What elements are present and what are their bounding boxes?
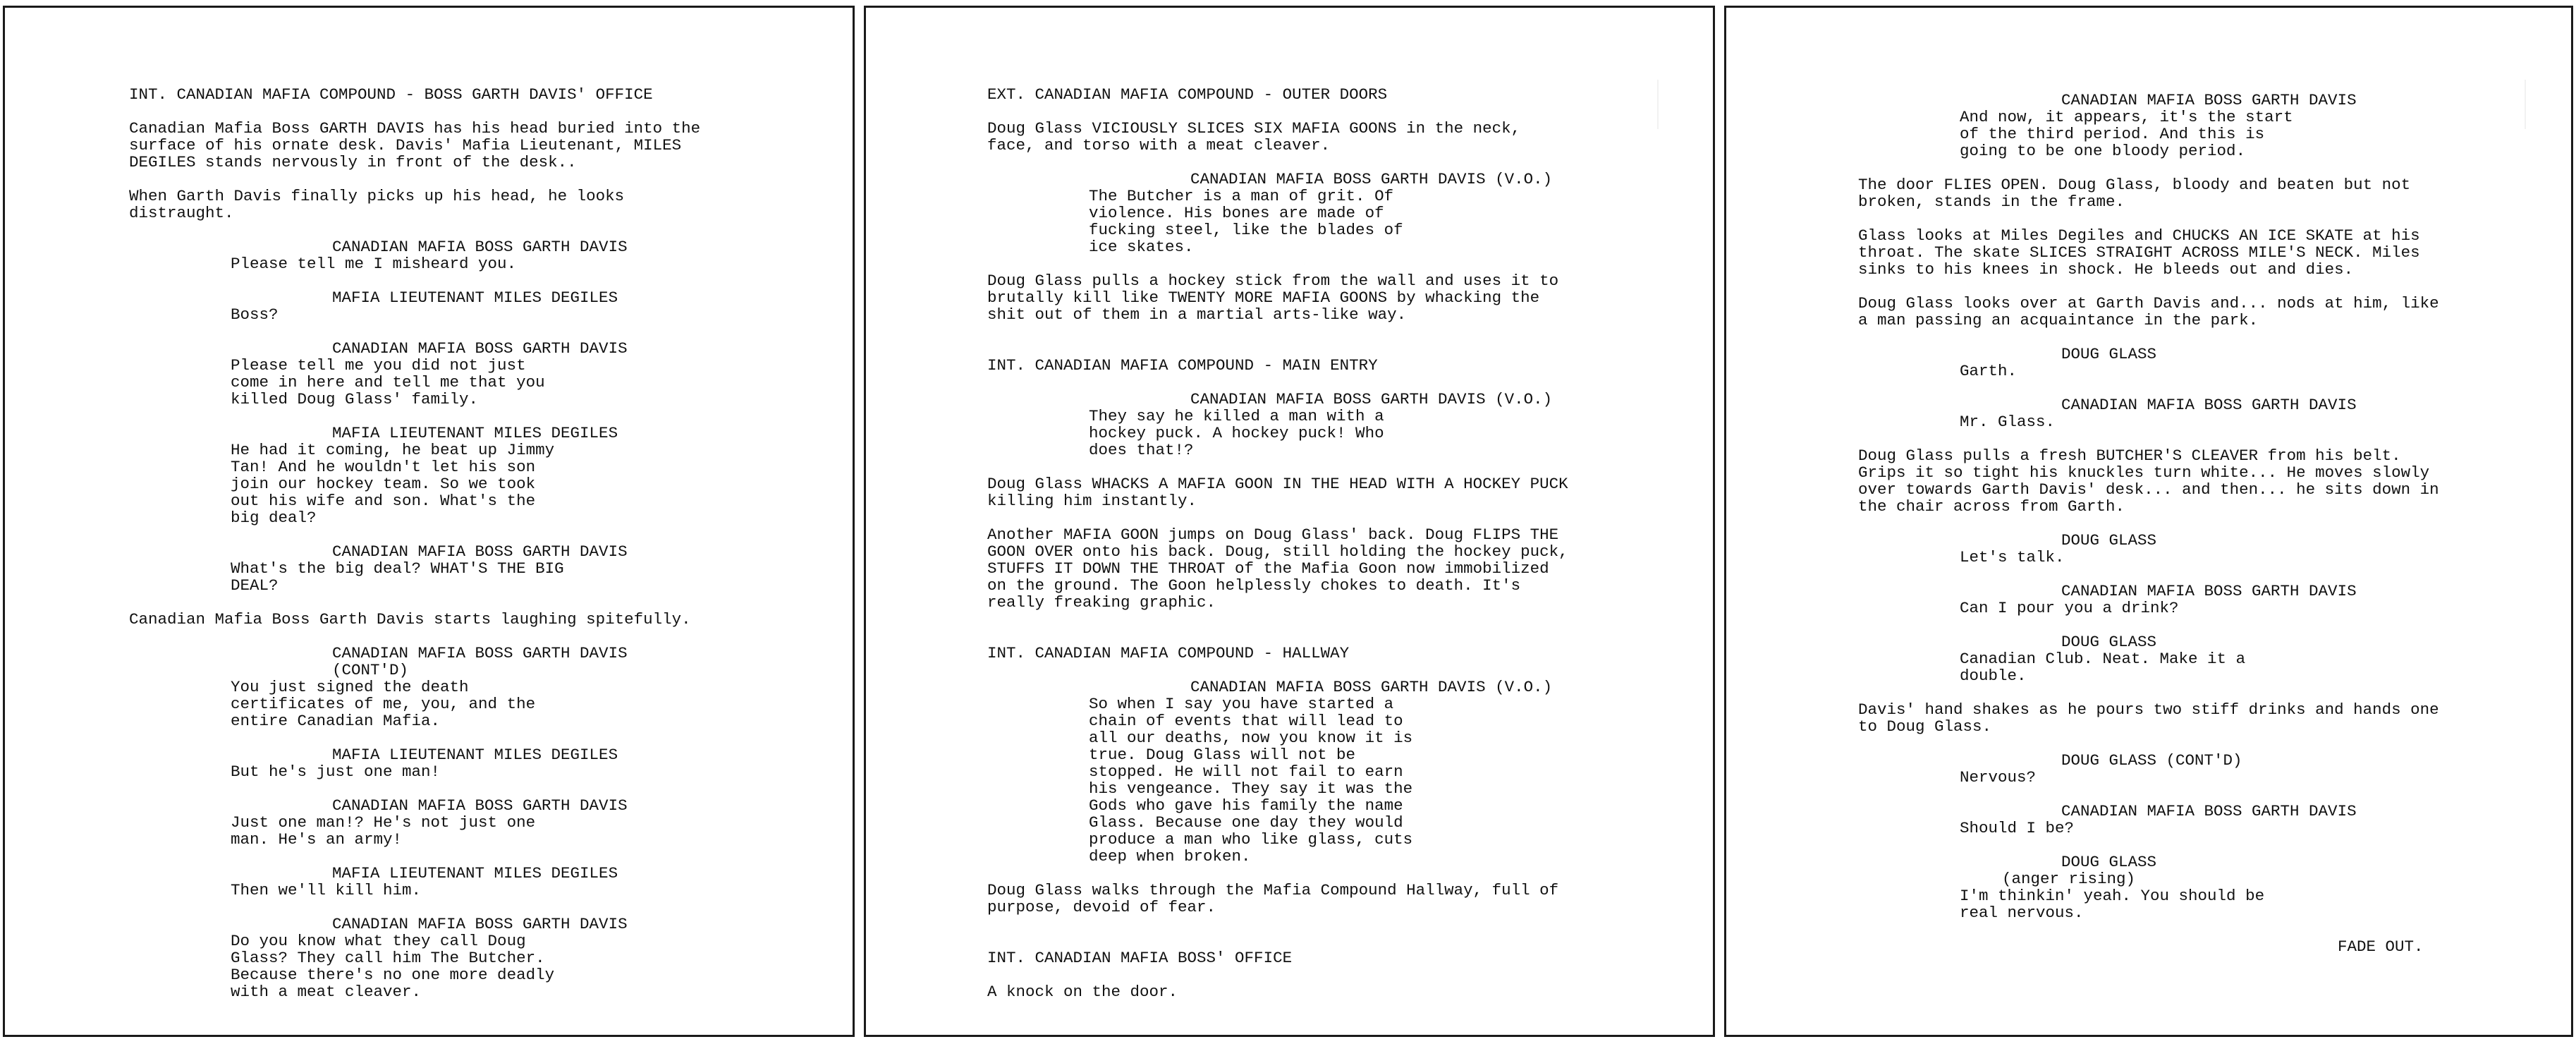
- script-char-name-line: CANADIAN MAFIA BOSS GARTH DAVIS (V.O.): [1190, 678, 1553, 696]
- script-action-line: Glass looks at Miles Degiles and CHUCKS AN ICE SKATE at his: [1858, 226, 2420, 245]
- script-dialogue-line: Just one man!? He's not just one: [231, 813, 536, 832]
- script-char-name-line: CANADIAN MAFIA BOSS GARTH DAVIS: [2061, 396, 2357, 414]
- script-action-line: Doug Glass walks through the Mafia Compound Hallway, full of: [987, 881, 1559, 899]
- script-action-line: Doug Glass pulls a hockey stick from the wall and uses it to: [987, 272, 1559, 290]
- script-action-line: on the ground. The Goon helplessly chokes to death. It's: [987, 576, 1521, 595]
- script-dialogue-line: I'm thinkin' yeah. You should be: [1960, 887, 2265, 905]
- script-action-line: Canadian Mafia Boss Garth Davis starts laughing spitefully.: [129, 610, 691, 629]
- script-dialogue-line: all our deaths, now you know it is: [1089, 729, 1413, 747]
- script-action-line: broken, stands in the frame.: [1858, 193, 2125, 211]
- screenplay-page-3: [1724, 6, 2573, 1037]
- script-char-name-line: CANADIAN MAFIA BOSS GARTH DAVIS (V.O.): [1190, 170, 1553, 188]
- script-dialogue-line: Gods who gave his family the name: [1089, 796, 1403, 815]
- script-action-line: sinks to his knees in shock. He bleeds out and dies.: [1858, 260, 2354, 279]
- script-dialogue-line: ice skates.: [1089, 238, 1194, 256]
- script-dialogue-line: And now, it appears, it's the start: [1960, 108, 2293, 126]
- script-char-name-line: CANADIAN MAFIA BOSS GARTH DAVIS: [332, 796, 628, 815]
- script-char-name-line: DOUG GLASS (CONT'D): [2061, 751, 2242, 770]
- script-paren-line: (CONT'D): [332, 661, 409, 679]
- script-dialogue-line: They say he killed a man with a: [1089, 407, 1384, 425]
- script-action-line: over towards Garth Davis' desk... and then... he sits down in: [1858, 480, 2439, 499]
- script-char-name-line: CANADIAN MAFIA BOSS GARTH DAVIS: [2061, 582, 2357, 600]
- script-action-line: distraught.: [129, 204, 234, 222]
- scan-artifact: [1657, 80, 1659, 129]
- script-dialogue-line: Nervous?: [1960, 768, 2037, 787]
- script-dialogue-line: Tan! And he wouldn't let his son: [231, 458, 536, 476]
- script-char-name-line: DOUG GLASS: [2061, 531, 2157, 550]
- script-dialogue-line: He had it coming, he beat up Jimmy: [231, 441, 555, 459]
- script-dialogue-line: Do you know what they call Doug: [231, 932, 526, 950]
- script-paren-line: (anger rising): [2002, 870, 2136, 888]
- script-action-line: the chair across from Garth.: [1858, 497, 2125, 516]
- script-action-line: The door FLIES OPEN. Doug Glass, bloody and beaten but not: [1858, 176, 2411, 194]
- script-dialogue-line: going to be one bloody period.: [1960, 142, 2246, 160]
- script-char-name-line: MAFIA LIEUTENANT MILES DEGILES: [332, 746, 618, 764]
- script-dialogue-line: deep when broken.: [1089, 847, 1251, 866]
- script-char-name-line: CANADIAN MAFIA BOSS GARTH DAVIS: [2061, 91, 2357, 109]
- script-dialogue-line: Then we'll kill him.: [231, 881, 422, 899]
- screenplay-page-1: [3, 6, 855, 1037]
- script-char-name-line: CANADIAN MAFIA BOSS GARTH DAVIS: [332, 915, 628, 933]
- script-action-line: A knock on the door.: [987, 983, 1178, 1001]
- script-action-line: throat. The skate SLICES STRAIGHT ACROSS MILE'S NECK. Miles: [1858, 243, 2420, 262]
- script-dialogue-line: Garth.: [1960, 362, 2018, 380]
- script-char-name-line: DOUG GLASS: [2061, 633, 2157, 651]
- script-dialogue-line: Please tell me you did not just: [231, 356, 526, 375]
- script-action-line: DEGILES stands nervously in front of the desk..: [129, 153, 577, 171]
- script-char-name-line: CANADIAN MAFIA BOSS GARTH DAVIS: [2061, 802, 2357, 820]
- script-dialogue-line: come in here and tell me that you: [231, 373, 545, 392]
- script-dialogue-line: double.: [1960, 667, 2027, 685]
- script-char-name-line: CANADIAN MAFIA BOSS GARTH DAVIS: [332, 542, 628, 561]
- script-dialogue-line: DEAL?: [231, 576, 279, 595]
- script-dialogue-line: You just signed the death: [231, 678, 469, 696]
- script-action-line: brutally kill like TWENTY MORE MAFIA GOONS by whacking the: [987, 289, 1540, 307]
- script-dialogue-line: chain of events that will lead to: [1089, 712, 1403, 730]
- script-dialogue-line: Should I be?: [1960, 819, 2075, 837]
- script-action-line: Grips it so tight his knuckles turn white... He moves slowly: [1858, 463, 2430, 482]
- script-action-line: Davis' hand shakes as he pours two stiff drinks and hands one: [1858, 700, 2439, 719]
- script-dialogue-line: Mr. Glass.: [1960, 413, 2056, 431]
- script-action-line: Doug Glass looks over at Garth Davis and... nods at him, like: [1858, 294, 2439, 312]
- script-dialogue-line: with a meat cleaver.: [231, 983, 422, 1001]
- script-action-line: GOON OVER onto his back. Doug, still holding the hockey puck,: [987, 542, 1568, 561]
- script-dialogue-line: fucking steel, like the blades of: [1089, 221, 1403, 239]
- script-action-line: When Garth Davis finally picks up his head, he looks: [129, 187, 625, 205]
- script-dialogue-line: real nervous.: [1960, 904, 2084, 922]
- script-dialogue-line: Glass. Because one day they would: [1089, 813, 1403, 832]
- script-dialogue-line: Canadian Club. Neat. Make it a: [1960, 650, 2246, 668]
- script-dialogue-line: Please tell me I misheard you.: [231, 255, 517, 273]
- script-heading-line: INT. CANADIAN MAFIA COMPOUND - BOSS GARTH DAVIS' OFFICE: [129, 85, 653, 104]
- script-dialogue-line: of the third period. And this is: [1960, 125, 2265, 143]
- script-action-line: Doug Glass WHACKS A MAFIA GOON IN THE HEAD WITH A HOCKEY PUCK: [987, 475, 1568, 493]
- script-heading-line: INT. CANADIAN MAFIA COMPOUND - MAIN ENTRY: [987, 356, 1378, 375]
- script-dialogue-line: stopped. He will not fail to earn: [1089, 763, 1403, 781]
- script-dialogue-line: So when I say you have started a: [1089, 695, 1394, 713]
- script-dialogue-line: produce a man who like glass, cuts: [1089, 830, 1413, 849]
- script-action-line: Doug Glass pulls a fresh BUTCHER'S CLEAVER from his belt.: [1858, 447, 2401, 465]
- script-dialogue-line: violence. His bones are made of: [1089, 204, 1384, 222]
- scan-artifact: [2525, 80, 2526, 129]
- script-action-line: killing him instantly.: [987, 492, 1197, 510]
- script-action-line: to Doug Glass.: [1858, 717, 1992, 736]
- script-action-line: face, and torso with a meat cleaver.: [987, 136, 1331, 154]
- script-dialogue-line: killed Doug Glass' family.: [231, 390, 479, 408]
- script-dialogue-line: his vengeance. They say it was the: [1089, 779, 1413, 798]
- script-action-line: purpose, devoid of fear.: [987, 898, 1216, 916]
- script-action-line: Doug Glass VICIOUSLY SLICES SIX MAFIA GOONS in the neck,: [987, 119, 1521, 138]
- script-dialogue-line: Because there's no one more deadly: [231, 966, 555, 984]
- script-dialogue-line: does that!?: [1089, 441, 1194, 459]
- screenplay-page-2: [864, 6, 1715, 1037]
- script-dialogue-line: join our hockey team. So we took: [231, 475, 536, 493]
- script-char-name-line: CANADIAN MAFIA BOSS GARTH DAVIS: [332, 238, 628, 256]
- script-heading-line: INT. CANADIAN MAFIA BOSS' OFFICE: [987, 949, 1293, 967]
- script-char-name-line: DOUG GLASS: [2061, 345, 2157, 363]
- script-char-name-line: MAFIA LIEUTENANT MILES DEGILES: [332, 424, 618, 442]
- script-char-name-line: MAFIA LIEUTENANT MILES DEGILES: [332, 864, 618, 882]
- script-transition-line: FADE OUT.: [2338, 937, 2424, 956]
- script-dialogue-line: But he's just one man!: [231, 763, 441, 781]
- script-action-line: STUFFS IT DOWN THE THROAT of the Mafia Goon now immobilized: [987, 559, 1549, 578]
- script-dialogue-line: Let's talk.: [1960, 548, 2065, 566]
- script-heading-line: INT. CANADIAN MAFIA COMPOUND - HALLWAY: [987, 644, 1350, 662]
- script-dialogue-line: true. Doug Glass will not be: [1089, 746, 1356, 764]
- script-heading-line: EXT. CANADIAN MAFIA COMPOUND - OUTER DOORS: [987, 85, 1388, 104]
- script-dialogue-line: Glass? They call him The Butcher.: [231, 949, 545, 967]
- script-dialogue-line: certificates of me, you, and the: [231, 695, 536, 713]
- script-dialogue-line: Boss?: [231, 305, 279, 324]
- script-dialogue-line: Can I pour you a drink?: [1960, 599, 2179, 617]
- script-char-name-line: CANADIAN MAFIA BOSS GARTH DAVIS: [332, 644, 628, 662]
- script-dialogue-line: hockey puck. A hockey puck! Who: [1089, 424, 1384, 442]
- script-action-line: shit out of them in a martial arts-like way.: [987, 305, 1407, 324]
- script-char-name-line: CANADIAN MAFIA BOSS GARTH DAVIS (V.O.): [1190, 390, 1553, 408]
- script-action-line: Canadian Mafia Boss GARTH DAVIS has his head buried into the: [129, 119, 701, 138]
- script-char-name-line: CANADIAN MAFIA BOSS GARTH DAVIS: [332, 339, 628, 358]
- script-dialogue-line: big deal?: [231, 509, 317, 527]
- script-char-name-line: DOUG GLASS: [2061, 853, 2157, 871]
- script-action-line: a man passing an acquaintance in the park.: [1858, 311, 2259, 329]
- script-action-line: Another MAFIA GOON jumps on Doug Glass' back. Doug FLIPS THE: [987, 526, 1559, 544]
- script-dialogue-line: out his wife and son. What's the: [231, 492, 536, 510]
- script-dialogue-line: man. He's an army!: [231, 830, 403, 849]
- script-action-line: really freaking graphic.: [987, 593, 1216, 612]
- script-char-name-line: MAFIA LIEUTENANT MILES DEGILES: [332, 289, 618, 307]
- script-action-line: surface of his ornate desk. Davis' Mafia Lieutenant, MILES: [129, 136, 682, 154]
- script-dialogue-line: What's the big deal? WHAT'S THE BIG: [231, 559, 564, 578]
- script-dialogue-line: The Butcher is a man of grit. Of: [1089, 187, 1394, 205]
- script-dialogue-line: entire Canadian Mafia.: [231, 712, 441, 730]
